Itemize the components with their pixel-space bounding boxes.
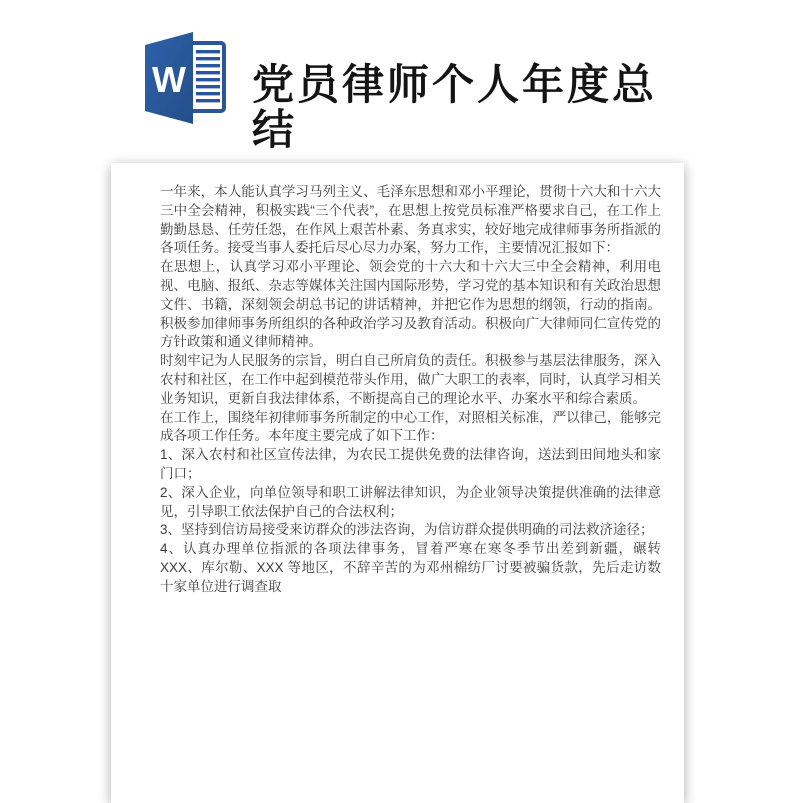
- page-title: 党员律师个人年度总结: [252, 61, 658, 154]
- document-paragraph: 1、深入农村和社区宣传法律，为农民工提供免费的法律咨询，送法到田间地头和家门口；: [160, 447, 661, 481]
- document-paragraph: 2、深入企业，向单位领导和职工讲解法律知识，为企业领导决策提供准确的法律意见，引导职工依法保护自己的合法权利；: [160, 484, 661, 519]
- document-paragraph: 在工作上，围绕年初律师事务所制定的中心工作，对照相关标准，严以律己，能够完成各项工作任务。本年度主要完成了如下工作：: [160, 409, 661, 444]
- document-header: [0, 0, 800, 154]
- document-paragraph: 4、认真办理单位指派的各项法律事务，冒着严寒在寒冬季节出差到新疆，碾转 XXX、库尔勒、XXX 等地区，不辞辛苦的为邓州棉纺厂讨要被骗货款，先后走访数十家单位进行调查取: [160, 541, 661, 594]
- document-paragraph: 在思想上，认真学习邓小平理论、领会党的十六大和十六大三中全会精神，利用电视、电脑、报纸、杂志等媒体关注国内国际形势，学习党的基本知识和有关政治思想文件、书籍，深刻领会胡总书记的讲话精神，并把它作为思想的纲领，行动的指南。积极参加律师事务所组织的各种政治学习及教育活动。积极向广大律师同仁宣传党的方针政策和通义律师精神。: [160, 259, 661, 350]
- document-preview-page: [111, 163, 684, 803]
- word-icon-letter: W: [152, 59, 186, 100]
- document-paragraph: 一年来，本人能认真学习马列主义、毛泽东思想和邓小平理论，贯彻十六大和十六大三中全会精神，积极实践“三个代表”，在思想上按党员标准严格要求自己，在工作上勤勤恳恳、任劳任怨，在作风上艰苦朴素、务真求实，较好地完成律师事务所指派的各项任务。接受当事人委托后尽心尽力办案，努力工作，主要情况汇报如下：: [160, 184, 661, 256]
- document-paragraph: 3、坚持到信访局接受来访群众的涉法咨询，为信访群众提供明确的司法救济途径；: [160, 522, 654, 538]
- document-paragraph: 时刻牢记为人民服务的宗旨，明白自己所肩负的责任。积极参与基层法律服务，深入农村和社区，在工作中起到模范带头作用，做广大职工的表率，同时，认真学习相关业务知识，更新自我法律体系，不断提高自己的理论水平、办案水平和综合素质。: [160, 353, 661, 406]
- ms-word-file-icon: [142, 30, 228, 128]
